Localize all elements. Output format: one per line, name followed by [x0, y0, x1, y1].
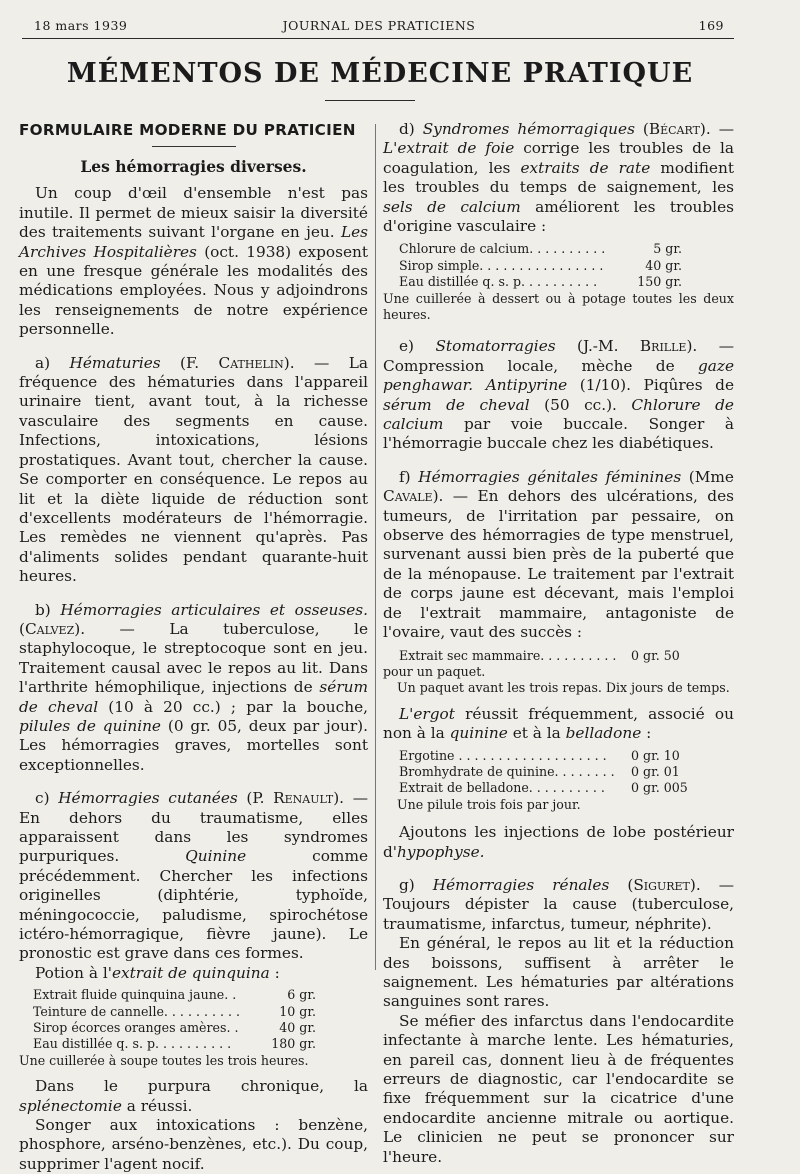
formula-quinquina — [19, 987, 368, 1053]
formula-row: Ergotine . . . . . . . . . . . . . . . . . . . 0 gr. 10 — [399, 747, 680, 763]
formula-row: Extrait sec mammaire. . . . . . . . . . 0 gr. 50 — [399, 647, 680, 663]
formula-row: Eau distillée q. s. p. . . . . . . . . . 150 gr. — [399, 274, 682, 290]
section-b-articular: b) Hémorragies articulaires et osseuses. (Calvez). — La tuberculose, le staphylocoque, le streptocoque sont en jeu. Traitement causal avec le repos au lit. Dans l'arthrite hémophilique, injections de sérum de cheval (10 à 20 cc.) ; par la bouche, pilules de quinine (0 gr. 05, deux par jour). Les hémorragies graves, mortelles sont exceptionnelles. — [19, 600, 369, 774]
formula-row: Chlorure de calcium. . . . . . . . . . 5 gr. — [399, 241, 682, 257]
formula-ergotine — [383, 748, 734, 797]
formula-note: Une pilule trois fois par jour. — [397, 796, 581, 812]
ergot-paragraph: L'ergot réussit fréquemment, associé ou non à la quinine et à la belladone : — [383, 704, 734, 743]
hypophyse-paragraph: Ajoutons les injections de lobe postérieur d'hypophyse. — [383, 823, 734, 861]
page-title: MÉMENTOS DE MÉDECINE PRATIQUE — [66, 58, 694, 89]
running-header — [34, 18, 724, 38]
renal-paragraph-3: Se méfier des infarctus dans l'endocardite infectante à marche lente. Les hématuries, en pareil cas, donnent lieu à de fréquentes erreurs de diagnostic, car l'endocardite se fixe fréquemment sur la cicatrice d'une endocardite ancienne mitrale ou aortique. Le clinicien ne peut se prononcer sur l'heure. — [383, 1011, 734, 1166]
section-e-stomatorragies: e) Stomatorragies (J.-M. Brille). — Compression locale, mèche de gaze penghawar. Antipyrine (1/10). Piqûres de sérum de cheval (50 cc.). Chlorure de calcium par voie buccale. Songer à l'hémorragie buccale chez les diabétiques. — [383, 337, 735, 453]
section-a-hematuries: a) Hématuries (F. Cathelin). — La fréquence des hématuries dans l'appareil urinaire tient, avant tout, à la richesse vasculaire des segments en cause. Infections, intoxications, lésions prostatiques. Avant tout, chercher la cause. Se comporter en conséquence. Le repos au lit et la diète liquide de réduction sont d'excellents modérateurs de l'hémorragie. Les remèdes ne viennent qu'après. Pas d'aliments solides pendant quarante-huit heures. — [19, 353, 368, 586]
section-title: FORMULAIRE MODERNE DU PRATICIEN — [19, 121, 356, 139]
formula-row: Extrait de belladone. . . . . . . . . . 0 gr. 005 — [399, 780, 688, 796]
formula-row: Sirop simple. . . . . . . . . . . . . . . . 40 gr. — [399, 257, 682, 273]
formula-note: Un paquet avant les trois repas. Dix jours de temps. — [397, 680, 730, 696]
formula-row: Sirop écorces oranges amères. . 40 gr. — [33, 1020, 316, 1036]
section-g-renal: g) Hémorragies rénales (Siguret). — Toujours dépister la cause (tuberculose, traumatisme, infarctus, tumeur, néphrite). — [383, 875, 734, 933]
section-f-genital: f) Hémorragies génitales féminines (Mme Cavale). — En dehors des ulcérations, des tumeurs, de l'irritation par pessaire, on observe des hémorragies de type menstruel, survenant aussi bien près de la puberté que de la ménopause. Le traitement par l'extrait de corps jaune est décevant, mais l'emploi de l'extrait mammaire, antagoniste de l'ovaire, vaut des succès : — [383, 467, 734, 642]
renal-paragraph-2: En général, le repos au lit et la réduction des boissons, suffisent à arrêter le saignement. Les hématuries par altérations sanguines sont rares. — [383, 934, 734, 1011]
section-d-syndromes: d) Syndromes hémorragiques (Bécart). — L'extrait de foie corrige les troubles de la coagulation, les extraits de rate modifient les troubles du temps de saignement, les sels de calcium améliorent les troubles d'origine vasculaire : — [383, 120, 734, 236]
issue-date: 18 mars 1939 — [34, 18, 128, 33]
section-divider — [152, 146, 236, 147]
purpura-paragraph: Dans le purpura chronique, la splénectomie a réussi. — [19, 1077, 368, 1115]
journal-name: JOURNAL DES PRATICIENS — [282, 18, 476, 33]
formula-note: Une cuillerée à dessert ou à potage toutes les deux heures. — [383, 290, 734, 323]
formula-row: Extrait fluide quinquina jaune. . 6 gr. — [33, 987, 316, 1003]
column-divider — [375, 124, 376, 970]
intro-paragraph: Un coup d'œil d'ensemble n'est pas inutile. Il permet de mieux saisir la diversité des traitements suivant l'organe en jeu. Les Archives Hospitalières (oct. 1938) exposent en une fresque générale les modalités des médications employées. Nous y adjoindrons les renseignements de notre expérience personnelle. — [19, 184, 368, 339]
left-column — [19, 120, 368, 1174]
formula-row: Bromhydrate de quinine. . . . . . . . 0 gr. 01 — [399, 763, 680, 779]
right-column — [383, 120, 734, 1167]
section-c-cutaneous: c) Hémorragies cutanées (P. Renault). — En dehors du traumatisme, elles apparaissent dans les syndromes purpuriques. Quinine comme précédemment. Chercher les infections originelles (diphtérie, typhoïde, méningococcie, paludisme, spirochétose ictéro-hémorragique, fièvre jaune). Le pronostic est grave dans ces formes. — [19, 789, 368, 963]
intoxication-paragraph: Songer aux intoxications : benzène, phosphore, arséno-benzènes, etc.). Du coup, supprimer l'agent nocif. — [19, 1116, 368, 1173]
formula-calcium — [383, 241, 734, 290]
formula-note: pour un paquet. — [383, 663, 486, 679]
potion-heading: Potion à l'extrait de quinquina : — [35, 963, 280, 982]
subheading: Les hémorragies diverses. — [80, 157, 307, 176]
formula-row: Teinture de cannelle. . . . . . . . . . 10 gr. — [33, 1003, 316, 1019]
title-divider — [325, 100, 415, 101]
formula-mammaire — [383, 648, 734, 664]
formula-note: Une cuillerée à soupe toutes les trois heures. — [19, 1052, 309, 1068]
header-divider — [22, 38, 734, 39]
formula-row: Eau distillée q. s. p. . . . . . . . . . 180 gr. — [33, 1036, 316, 1052]
page-number: 169 — [698, 18, 724, 33]
